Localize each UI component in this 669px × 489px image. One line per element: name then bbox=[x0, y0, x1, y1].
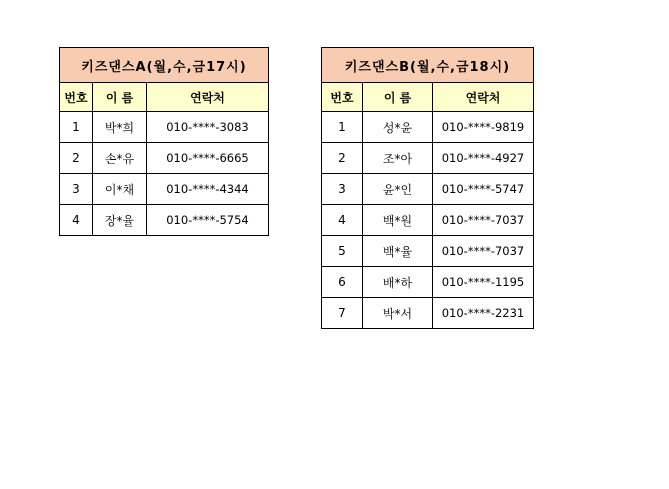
class-b-roster-table bbox=[321, 47, 534, 329]
table-row bbox=[322, 143, 534, 174]
name-column-header: 이 름 bbox=[363, 83, 433, 112]
row-number: 3 bbox=[60, 174, 93, 205]
class-a-title-row bbox=[60, 48, 269, 83]
student-name: 박*서 bbox=[363, 298, 433, 329]
class-b-title: 키즈댄스B(월,수,금18시) bbox=[322, 48, 534, 83]
contact-column-header: 연락처 bbox=[433, 83, 534, 112]
table-row bbox=[60, 112, 269, 143]
contact-phone: 010-****-5754 bbox=[147, 205, 269, 236]
table-row bbox=[322, 205, 534, 236]
row-number: 3 bbox=[322, 174, 363, 205]
contact-phone: 010-****-7037 bbox=[433, 205, 534, 236]
row-number: 4 bbox=[60, 205, 93, 236]
contact-phone: 010-****-1195 bbox=[433, 267, 534, 298]
name-column-header: 이 름 bbox=[93, 83, 147, 112]
number-column-header: 번호 bbox=[322, 83, 363, 112]
number-column-header: 번호 bbox=[60, 83, 93, 112]
contact-phone: 010-****-4344 bbox=[147, 174, 269, 205]
student-name: 조*아 bbox=[363, 143, 433, 174]
table-row bbox=[322, 174, 534, 205]
contact-column-header: 연락처 bbox=[147, 83, 269, 112]
table-row bbox=[60, 205, 269, 236]
table-row bbox=[322, 236, 534, 267]
class-a-header-row bbox=[60, 83, 269, 112]
row-number: 1 bbox=[60, 112, 93, 143]
class-a-title: 키즈댄스A(월,수,금17시) bbox=[60, 48, 269, 83]
student-name: 배*하 bbox=[363, 267, 433, 298]
row-number: 5 bbox=[322, 236, 363, 267]
row-number: 7 bbox=[322, 298, 363, 329]
table-row bbox=[322, 298, 534, 329]
student-name: 이*채 bbox=[93, 174, 147, 205]
table-row bbox=[322, 112, 534, 143]
contact-phone: 010-****-3083 bbox=[147, 112, 269, 143]
contact-phone: 010-****-7037 bbox=[433, 236, 534, 267]
class-b-header-row bbox=[322, 83, 534, 112]
contact-phone: 010-****-9819 bbox=[433, 112, 534, 143]
class-a-roster-table bbox=[59, 47, 269, 236]
student-name: 박*희 bbox=[93, 112, 147, 143]
student-name: 윤*인 bbox=[363, 174, 433, 205]
contact-phone: 010-****-2231 bbox=[433, 298, 534, 329]
contact-phone: 010-****-6665 bbox=[147, 143, 269, 174]
row-number: 2 bbox=[322, 143, 363, 174]
contact-phone: 010-****-5747 bbox=[433, 174, 534, 205]
class-b-title-row bbox=[322, 48, 534, 83]
row-number: 1 bbox=[322, 112, 363, 143]
student-name: 손*유 bbox=[93, 143, 147, 174]
contact-phone: 010-****-4927 bbox=[433, 143, 534, 174]
student-name: 성*윤 bbox=[363, 112, 433, 143]
student-name: 백*원 bbox=[363, 205, 433, 236]
student-name: 백*율 bbox=[363, 236, 433, 267]
table-row bbox=[60, 174, 269, 205]
row-number: 6 bbox=[322, 267, 363, 298]
row-number: 2 bbox=[60, 143, 93, 174]
table-row bbox=[60, 143, 269, 174]
row-number: 4 bbox=[322, 205, 363, 236]
table-row bbox=[322, 267, 534, 298]
student-name: 장*율 bbox=[93, 205, 147, 236]
